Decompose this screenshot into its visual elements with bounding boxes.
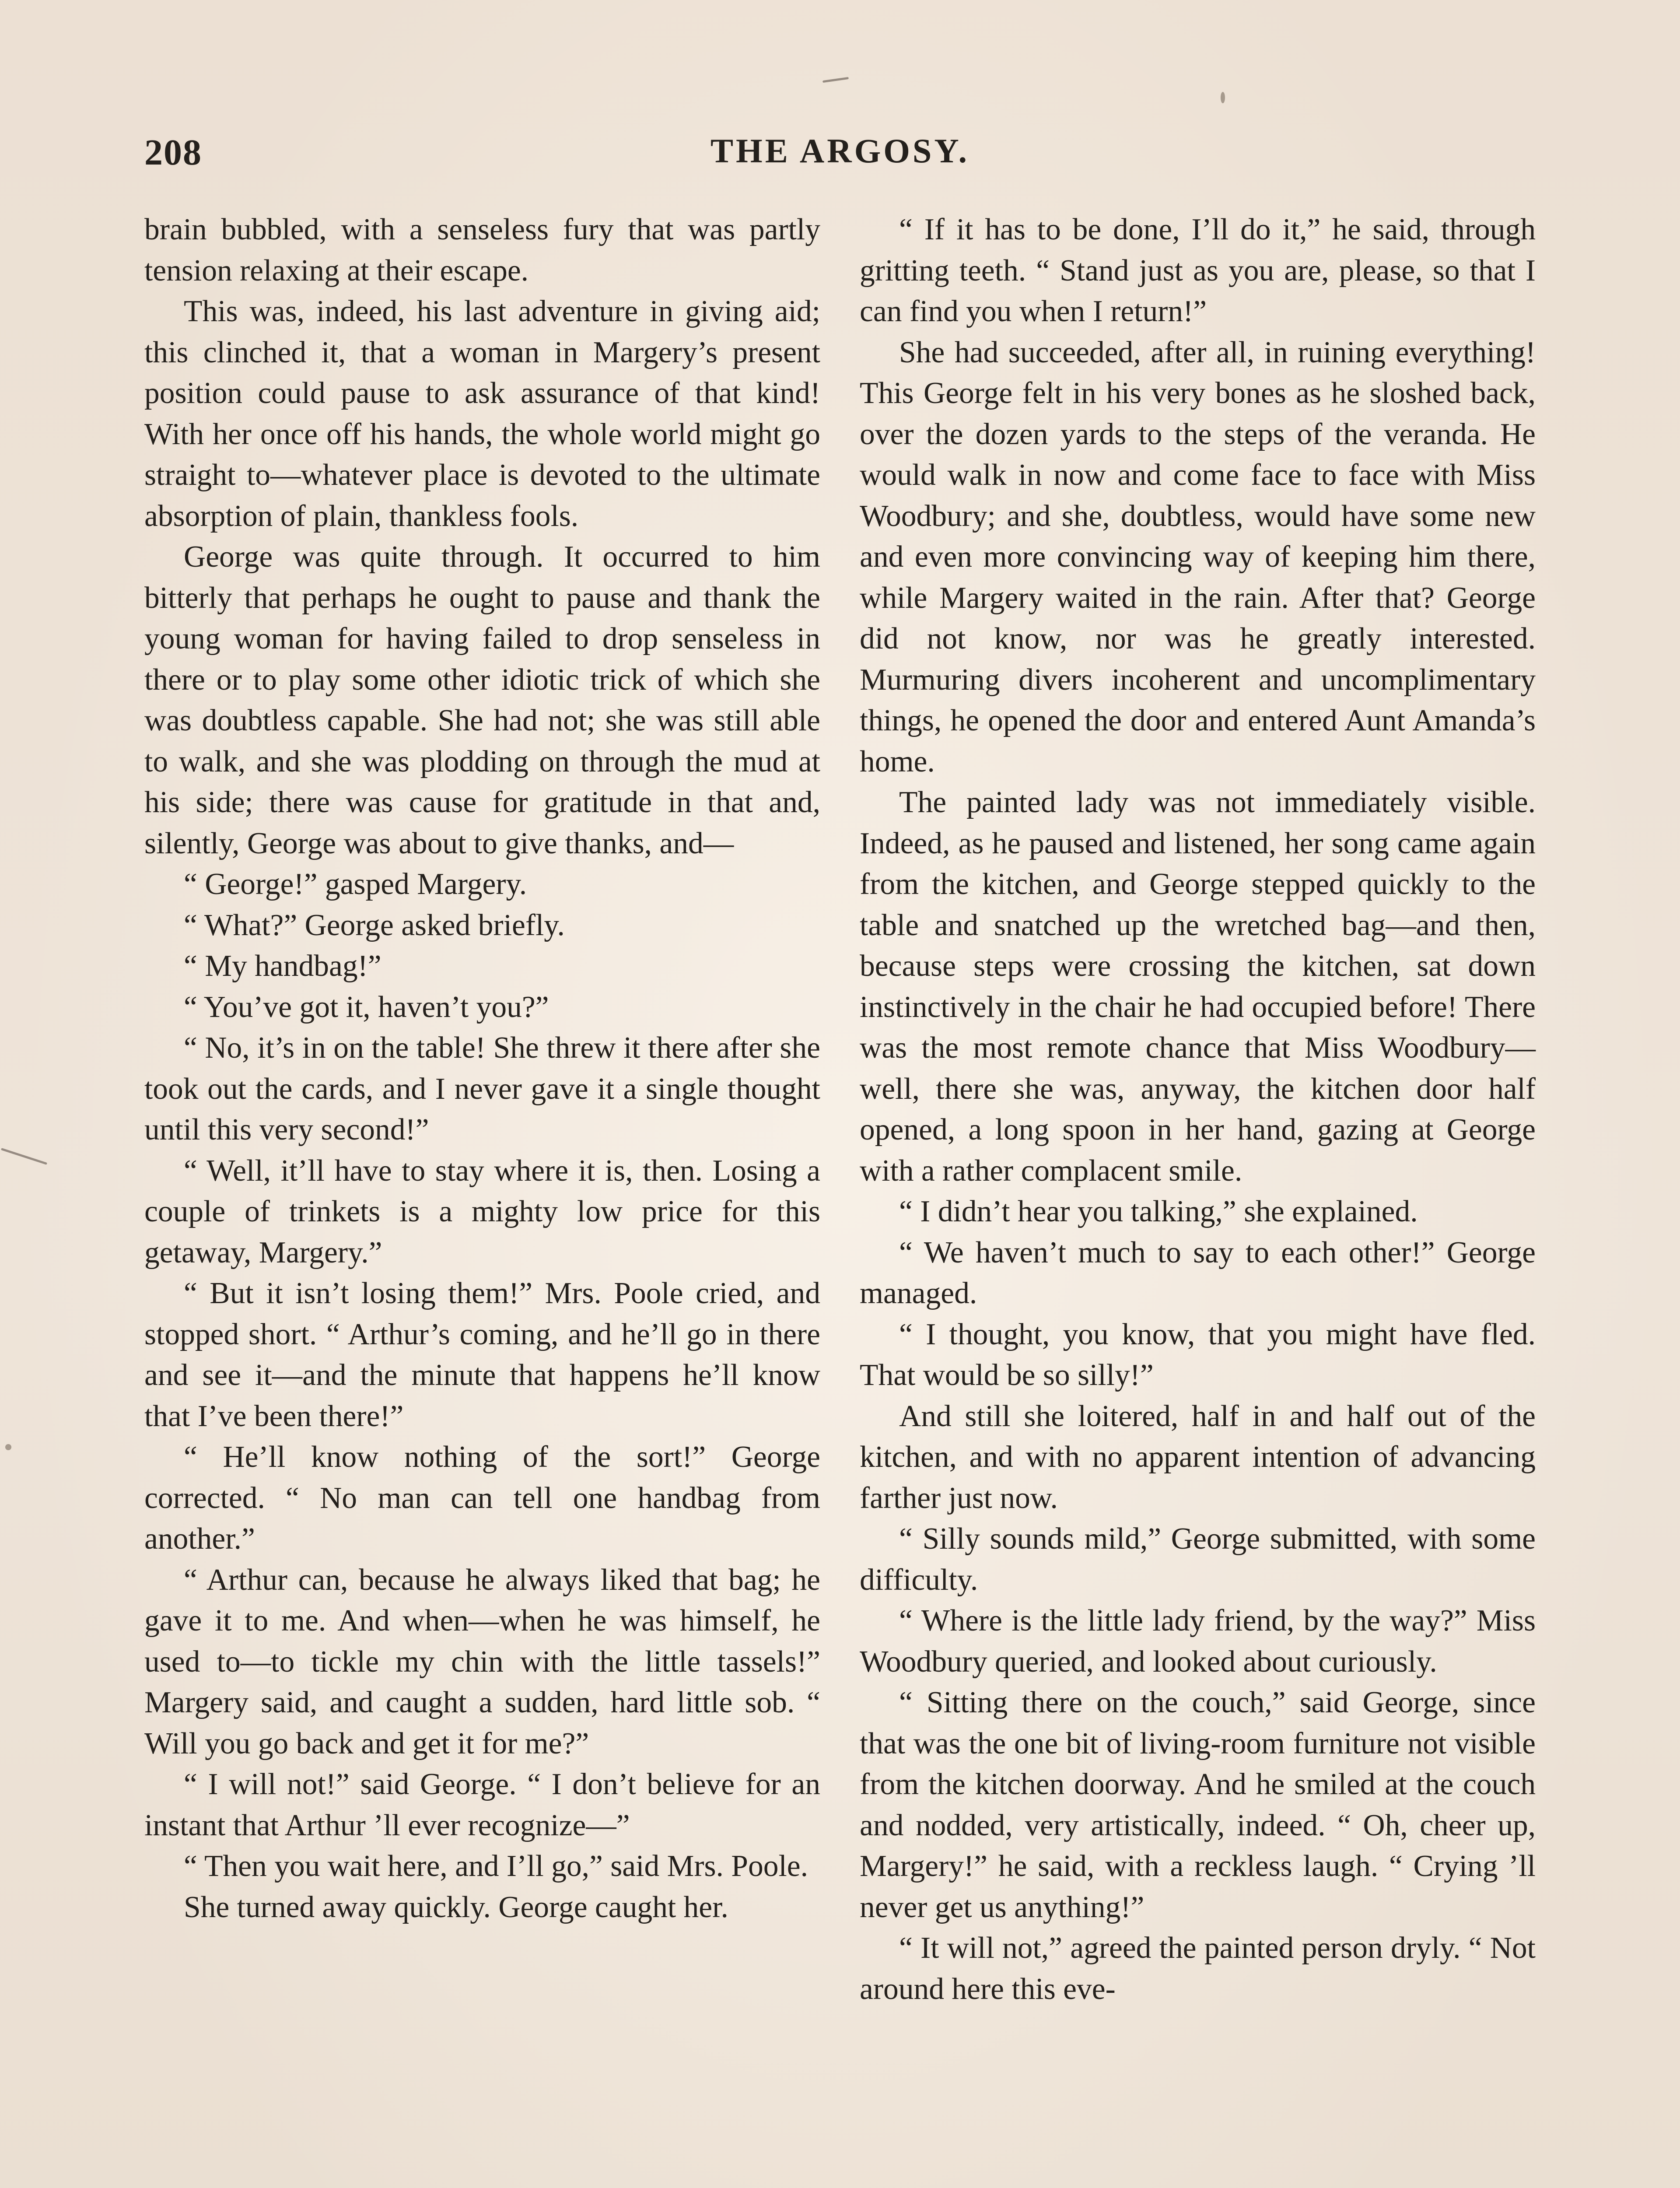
paper-fiber-mark [1, 1148, 47, 1165]
paragraph: “ You’ve got it, haven’t you?” [184, 990, 549, 1024]
paragraph: This was, indeed, his last adventure in giving aid; this clinched it, that a woman in Margery’s present position could pause to ask assurance of that kind! With her once off his hands, the whole world might go straight to—whatever place is devoted to the ultimate absorption of plain, thankless fools. [144, 295, 820, 533]
paragraph: She turned away quickly. George caught her. [184, 1890, 728, 1924]
paragraph: brain bubbled, with a senseless fury that was partly tension relaxing at their escape. [144, 213, 820, 288]
paper-fiber-mark [822, 77, 849, 83]
paragraph: “ It will not,” agreed the painted person dryly. “ Not around here this eve- [860, 1931, 1536, 2006]
paragraph: “ I didn’t hear you talking,” she explained. [899, 1195, 1418, 1228]
paragraph: “ What?” George asked briefly. [184, 908, 565, 942]
paragraph: “ But it isn’t losing them!” Mrs. Poole cried, and stopped short. “ Arthur’s coming, and he’ll go in there and see it—and the minute that happens he’ll know that I’ve been there!” [144, 1276, 820, 1433]
paragraph: “ If it has to be done, I’ll do it,” he said, through gritting teeth. “ Stand just as you are, please, so that I can find you when I return!” [860, 213, 1536, 328]
paragraph: “ Then you wait here, and I’ll go,” said Mrs. Poole. [184, 1849, 808, 1883]
paragraph: “ No, it’s in on the table! She threw it there after she took out the cards, and I never gave it a single thought until this very second!” [144, 1031, 820, 1147]
paragraph: “ Well, it’ll have to stay where it is, then. Losing a couple of trinkets is a mighty low price for this getaway, Margery.” [144, 1154, 820, 1269]
paragraph: “ Where is the little lady friend, by the way?” Miss Woodbury queried, and looked about curiously. [860, 1604, 1536, 1679]
paragraph: “ I will not!” said George. “ I don’t believe for an instant that Arthur ’ll ever recognize—” [144, 1767, 820, 1842]
right-text-column [860, 209, 1536, 2009]
page-header [144, 131, 1536, 188]
paper-speck [5, 1444, 11, 1450]
paragraph: The painted lady was not immediately visible. Indeed, as he paused and listened, her song came again from the kitchen, and George stepped quickly to the table and snatched up the wretched bag—and then, because steps were crossing the kitchen, sat down instinctively in the chair he had occupied before! There was the most remote chance that Miss Woodbury—well, there she was, anyway, the kitchen door half opened, a long spoon in her hand, gazing at George with a rather complacent smile. [860, 785, 1536, 1188]
paragraph: “ We haven’t much to say to each other!” George managed. [860, 1235, 1536, 1310]
paper-speck [1221, 92, 1225, 103]
paragraph: And still she loitered, half in and half out of the kitchen, and with no apparent intention of advancing farther just now. [860, 1399, 1536, 1515]
paragraph: “ Sitting there on the couch,” said George, since that was the one bit of living-room furniture not visible from the kitchen doorway. And he smiled at the couch and nodded, very artistically, indeed. “ Oh, cheer up, Margery!” he said, with a reckless laugh. “ Crying ’ll never get us anything!” [860, 1686, 1536, 1924]
page-number: 208 [144, 132, 202, 173]
left-text-column [144, 209, 820, 1928]
magazine-title: THE ARGOSY. [710, 132, 970, 170]
paragraph: “ George!” gasped Margery. [184, 867, 527, 901]
paragraph: “ He’ll know nothing of the sort!” George corrected. “ No man can tell one handbag from another.” [144, 1440, 820, 1556]
paragraph: “ I thought, you know, that you might have fled. That would be so silly!” [860, 1317, 1536, 1392]
paragraph: She had succeeded, after all, in ruining everything! This George felt in his very bones as he sloshed back, over the dozen yards to the steps of the veranda. He would walk in now and come face to face with Miss Woodbury; and she, doubtless, would have some new and even more convincing way of keeping him there, while Margery waited in the rain. After that? George did not know, nor was he greatly interested. Murmuring divers incoherent and uncomplimentary things, he opened the door and entered Aunt Amanda’s home. [860, 335, 1536, 778]
paragraph: “ Arthur can, because he always liked that bag; he gave it to me. And when—when he was himself, he used to—to tickle my chin with the little tassels!” Margery said, and caught a sudden, hard little sob. “ Will you go back and get it for me?” [144, 1563, 820, 1760]
paragraph: George was quite through. It occurred to him bitterly that perhaps he ought to pause and thank the young woman for having failed to drop senseless in there or to play some other idiotic trick of which she was doubtless capable. She had not; she was still able to walk, and she was plodding on through the mud at his side; there was cause for gratitude in that and, silently, George was about to give thanks, and— [144, 540, 820, 860]
paragraph: “ My handbag!” [184, 949, 382, 983]
paragraph: “ Silly sounds mild,” George submitted, with some difficulty. [860, 1522, 1536, 1597]
